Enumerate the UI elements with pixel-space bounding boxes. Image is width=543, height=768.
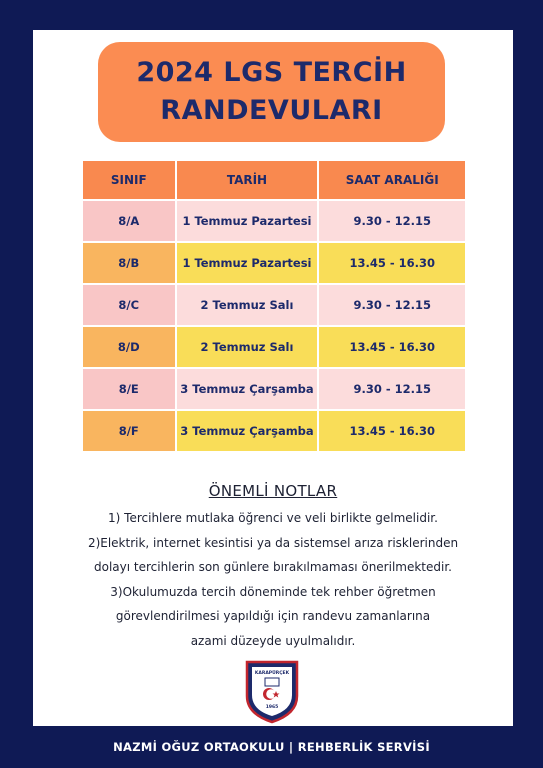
time-cell: 13.45 - 16.30 — [318, 326, 466, 368]
date-cell: 2 Temmuz Salı — [176, 326, 319, 368]
note-line: dolayı tercihlerin son günlere bırakılmaması önerilmektedir. — [93, 560, 452, 574]
date-cell: 3 Temmuz Çarşamba — [176, 410, 319, 452]
class-cell: 8/F — [82, 410, 176, 452]
time-cell: 13.45 - 16.30 — [318, 410, 466, 452]
class-cell: 8/B — [82, 242, 176, 284]
header-sinif: SINIF — [82, 160, 176, 200]
note-line: azami düzeyde uyulmalıdır. — [190, 633, 356, 648]
svg-text:1965: 1965 — [265, 705, 279, 710]
table-row — [82, 368, 466, 410]
table-row — [82, 242, 466, 284]
important-notes — [33, 482, 513, 653]
schedule-table — [82, 160, 466, 452]
time-cell: 9.30 - 12.15 — [318, 368, 466, 410]
date-cell: 1 Temmuz Pazartesi — [176, 200, 319, 242]
class-cell: 8/A — [82, 200, 176, 242]
notes-title: ÖNEMLİ NOTLAR — [208, 482, 338, 500]
time-cell: 13.45 - 16.30 — [318, 242, 466, 284]
title-line-1: 2024 LGS TERCİH — [136, 57, 407, 88]
note-line: 1) Tercihlere mutlaka öğrenci ve veli birlikte gelmelidir. — [108, 511, 438, 525]
time-cell: 9.30 - 12.15 — [318, 284, 466, 326]
table-row — [82, 284, 466, 326]
date-cell: 2 Temmuz Salı — [176, 284, 319, 326]
note-line: görevlendirilmesi yapıldığı için randevu zamanlarına — [115, 609, 431, 623]
table-row — [82, 200, 466, 242]
date-cell: 1 Temmuz Pazartesi — [176, 242, 319, 284]
poster-card — [33, 30, 513, 726]
table-row — [82, 326, 466, 368]
class-cell: 8/E — [82, 368, 176, 410]
class-cell: 8/D — [82, 326, 176, 368]
school-logo — [243, 658, 301, 724]
svg-text:KARAPÜRÇEK: KARAPÜRÇEK — [254, 671, 290, 676]
time-cell: 9.30 - 12.15 — [318, 200, 466, 242]
note-line: 3)Okulumuzda tercih döneminde tek rehber öğretmen — [110, 584, 436, 599]
school-emblem-icon — [243, 658, 301, 724]
class-cell: 8/C — [82, 284, 176, 326]
header-tarih: TARİH — [176, 160, 319, 200]
table-row — [82, 410, 466, 452]
title-box — [98, 42, 445, 142]
date-cell: 3 Temmuz Çarşamba — [176, 368, 319, 410]
title-line-2: RANDEVULARI — [160, 95, 383, 126]
header-saat: SAAT ARALIĞI — [318, 160, 466, 200]
table-header-row — [82, 160, 466, 200]
footer: NAZMİ OĞUZ ORTAOKULU | REHBERLİK SERVİSİ — [113, 740, 430, 754]
note-line: 2)Elektrik, internet kesintisi ya da sistemsel arıza risklerinden — [87, 535, 459, 550]
